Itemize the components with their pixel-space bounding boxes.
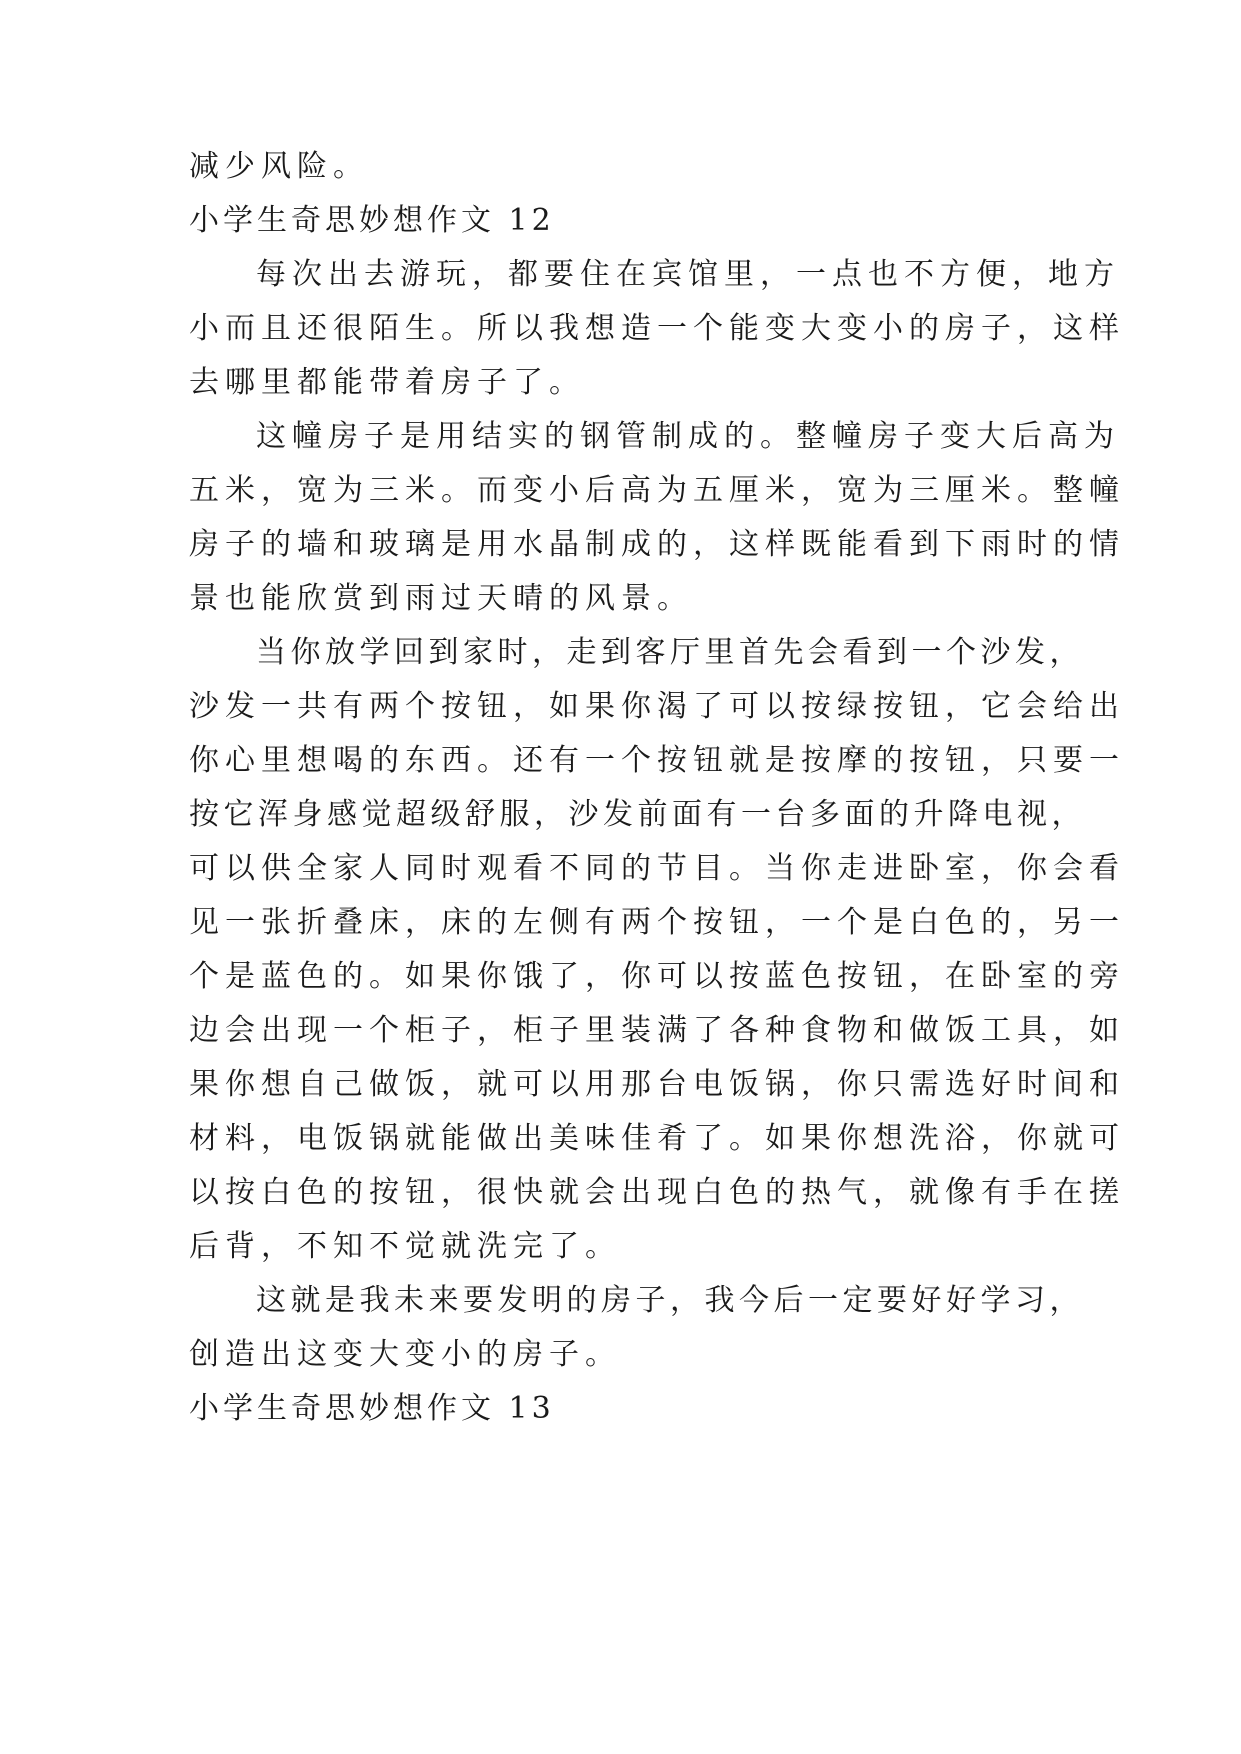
paragraph-3-line-5: 可以供全家人同时观看不同的节目。当你走进卧室，你会看 [189,851,1125,886]
paragraph-3-line-12: 后背，不知不觉就洗完了。 [189,1229,621,1264]
paragraph-3-line-1: 当你放学回到家时，走到客厅里首先会看到一个沙发， [256,635,1084,670]
paragraph-1-line-1: 每次出去游玩，都要住在宾馆里，一点也不方便，地方 [256,257,1120,292]
paragraph-3-line-7: 个是蓝色的。如果你饿了，你可以按蓝色按钮，在卧室的旁 [189,959,1125,994]
paragraph-4-line-2: 创造出这变大变小的房子。 [189,1337,621,1372]
paragraph-2-line-4: 景也能欣赏到雨过天晴的风景。 [189,581,693,616]
paragraph-1-line-2: 小而且还很陌生。所以我想造一个能变大变小的房子，这样 [189,311,1125,346]
essay-heading-13: 小学生奇思妙想作文 13 [189,1391,555,1426]
paragraph-3-line-8: 边会出现一个柜子，柜子里装满了各种食物和做饭工具，如 [189,1013,1125,1048]
paragraph-3-line-2: 沙发一共有两个按钮，如果你渴了可以按绿按钮，它会给出 [189,689,1125,724]
paragraph-3-line-4: 按它浑身感觉超级舒服，沙发前面有一台多面的升降电视， [189,797,1086,832]
paragraph-2-line-1: 这幢房子是用结实的钢管制成的。整幢房子变大后高为 [256,419,1120,454]
paragraph-3-line-6: 见一张折叠床，床的左侧有两个按钮，一个是白色的，另一 [189,905,1125,940]
text-line-fragment: 减少风险。 [189,149,369,184]
essay-heading-12: 小学生奇思妙想作文 12 [189,203,555,238]
paragraph-4-line-1: 这就是我未来要发明的房子，我今后一定要好好学习， [256,1283,1084,1318]
paragraph-3-line-11: 以按白色的按钮，很快就会出现白色的热气，就像有手在搓 [189,1175,1125,1210]
paragraph-1-line-3: 去哪里都能带着房子了。 [189,365,585,400]
paragraph-2-line-2: 五米，宽为三米。而变小后高为五厘米，宽为三厘米。整幢 [189,473,1125,508]
paragraph-3-line-9: 果你想自己做饭，就可以用那台电饭锅，你只需选好时间和 [189,1067,1125,1102]
paragraph-3-line-3: 你心里想喝的东西。还有一个按钮就是按摩的按钮，只要一 [189,743,1125,778]
paragraph-3-line-10: 材料，电饭锅就能做出美味佳肴了。如果你想洗浴，你就可 [189,1121,1125,1156]
paragraph-2-line-3: 房子的墙和玻璃是用水晶制成的，这样既能看到下雨时的情 [189,527,1125,562]
